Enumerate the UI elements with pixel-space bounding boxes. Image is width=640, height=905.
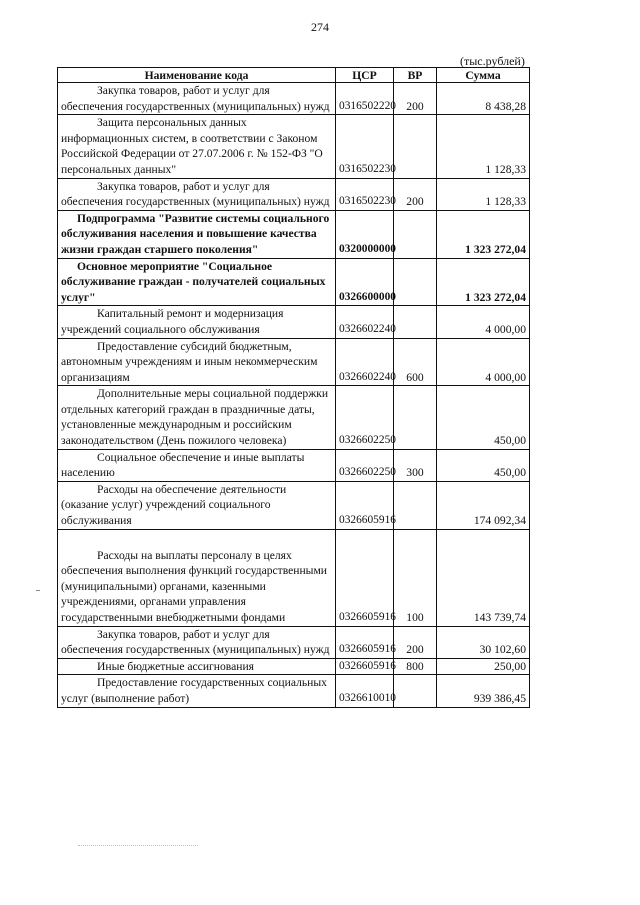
table-row [58,115,530,178]
row-name: Расходы на обеспечение деятельности (оказание услуг) учреждений социального обслуживания [58,481,336,529]
row-name: Предоставление субсидий бюджетным, автономным учреждениям и иным некоммерческим организациям [58,338,336,386]
row-sum: 1 128,33 [437,178,530,210]
row-sum: 939 386,45 [437,675,530,707]
units-label: (тыс.рублей) [460,54,525,68]
table-body [58,83,530,708]
row-sum: 30 102,60 [437,626,530,658]
row-vr: 300 [394,449,437,481]
row-name: Социальное обеспечение и иные выплаты населению [58,449,336,481]
row-csr: 0326602250 [336,386,394,449]
scan-edge-mark [36,590,40,591]
table-row [58,481,530,529]
row-csr: 0326610010 [336,675,394,707]
row-sum: 143 739,74 [437,529,530,626]
row-name: Предоставление государственных социальных услуг (выполнение работ) [58,675,336,707]
header-csr: ЦСР [336,68,394,83]
table-row [58,675,530,707]
table-header-row [58,68,530,83]
scan-artifact [78,845,198,850]
row-sum: 4 000,00 [437,306,530,338]
row-sum: 1 323 272,04 [437,210,530,258]
row-name: Иные бюджетные ассигнования [58,658,336,675]
page-number: 274 [311,20,329,34]
row-name: Защита персональных данных информационных систем, в соответствии с Законом Российской Федерации от 27.07.2006 г. № 152-ФЗ "О персональных данных" [58,115,336,178]
row-sum: 250,00 [437,658,530,675]
row-name: Закупка товаров, работ и услуг для обеспечения государственных (муниципальных) нужд [58,83,336,115]
table-row [58,306,530,338]
row-sum: 8 438,28 [437,83,530,115]
row-csr: 0326600000 [336,258,394,306]
row-vr: 600 [394,338,437,386]
row-name: Подпрограмма "Развитие системы социального обслуживания населения и повышение качества жизни граждан старшего поколения" [58,210,336,258]
row-vr [394,481,437,529]
row-csr: 0316502220 [336,83,394,115]
row-vr: 100 [394,529,437,626]
row-csr: 0326602250 [336,449,394,481]
row-name: Капитальный ремонт и модернизация учреждений социального обслуживания [58,306,336,338]
table-row [58,386,530,449]
row-vr: 200 [394,626,437,658]
table-row-subprogram [58,210,530,258]
row-sum: 1 323 272,04 [437,258,530,306]
table-row-main-activity [58,258,530,306]
row-csr: 0326602240 [336,306,394,338]
budget-table [57,67,530,708]
table-row [58,626,530,658]
header-vr: ВР [394,68,437,83]
row-name: Закупка товаров, работ и услуг для обеспечения государственных (муниципальных) нужд [58,626,336,658]
row-vr [394,258,437,306]
row-name: Основное мероприятие "Социальное обслуживание граждан - получателей социальных услуг" [58,258,336,306]
row-name: Расходы на выплаты персоналу в целях обеспечения выполнения функций государственными (муниципальными) органами, казенными учреждениями, органами управления государственными внебюджетными фондами [58,529,336,626]
row-csr: 0326605916 [336,658,394,675]
row-sum: 450,00 [437,386,530,449]
row-vr: 200 [394,178,437,210]
row-vr [394,306,437,338]
row-vr [394,386,437,449]
table-row [58,658,530,675]
row-sum: 450,00 [437,449,530,481]
row-csr: 0316502230 [336,178,394,210]
row-vr [394,115,437,178]
row-vr: 200 [394,83,437,115]
row-name: Дополнительные меры социальной поддержки отдельных категорий граждан в праздничные даты, установленные международным и российским законодательством (День пожилого человека) [58,386,336,449]
table-row [58,338,530,386]
row-vr [394,675,437,707]
row-vr: 800 [394,658,437,675]
row-sum: 4 000,00 [437,338,530,386]
row-sum: 174 092,34 [437,481,530,529]
header-name: Наименование кода [58,68,336,83]
row-csr: 0326605916 [336,481,394,529]
table-row [58,449,530,481]
row-csr: 0326602240 [336,338,394,386]
table-row [58,83,530,115]
row-sum: 1 128,33 [437,115,530,178]
header-sum: Сумма [437,68,530,83]
row-csr: 0320000000 [336,210,394,258]
row-name: Закупка товаров, работ и услуг для обеспечения государственных (муниципальных) нужд [58,178,336,210]
row-csr: 0316502230 [336,115,394,178]
row-vr [394,210,437,258]
row-csr: 0326605916 [336,626,394,658]
table-row [58,529,530,626]
table-row [58,178,530,210]
row-csr: 0326605916 [336,529,394,626]
